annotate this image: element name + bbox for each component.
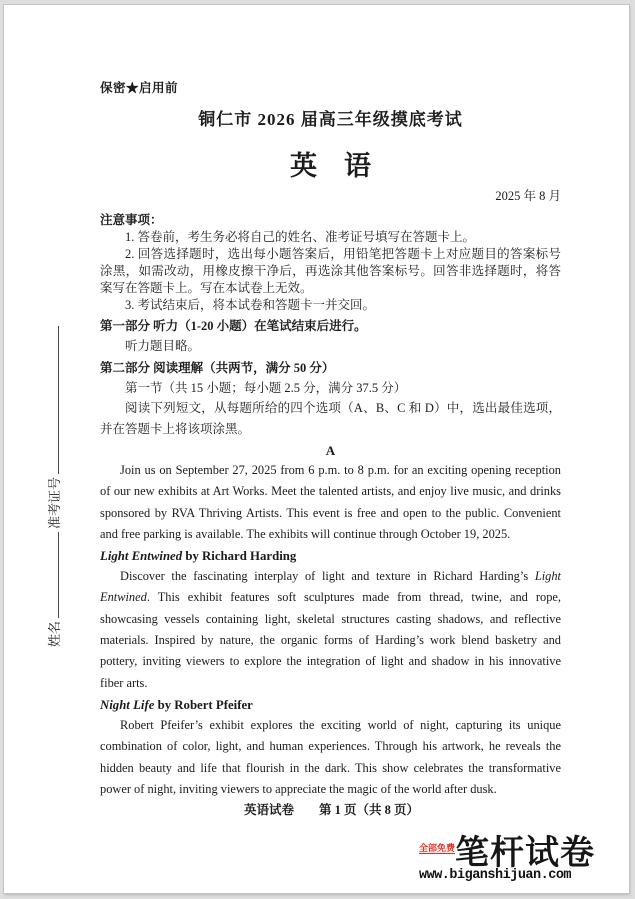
part2-heading: 第二部分 阅读理解（共两节，满分 50 分） — [100, 361, 335, 375]
security-notice: 保密★启用前 — [100, 81, 179, 95]
exhibit-list — [100, 546, 561, 800]
watermark-brand-row — [419, 833, 596, 872]
watermark-free-label: 全部免费 — [419, 843, 456, 853]
notice-heading: 注意事项： — [100, 213, 163, 227]
exam-date: 2025 年 8 月 — [495, 189, 561, 203]
watermark-url: www.biganshijuan.com — [419, 868, 572, 883]
exam-paper-page — [4, 5, 629, 893]
exhibit-byline: by Robert Pfeifer — [154, 697, 253, 712]
notice-item: 1. 答卷前，考生务必将自己的姓名、准考证号填写在答题卡上。 — [125, 230, 476, 244]
name-blank-line — [58, 532, 59, 618]
exhibit-body-segment: Robert Pfeifer’s exhibit explores the exciting world of night, capturing its unique combination of color, light, and human experiences. Through his artwork, he reveals the hidden beauty and life that flourish in the dark. This show celebrates the transformative power of night, inviting viewers to appreciate the magic of the world after dusk. — [100, 717, 561, 796]
part1-note: 听力题目略。 — [125, 339, 201, 353]
watermark — [419, 833, 596, 883]
exhibit-body-segment: . This exhibit features soft sculptures made from thread, twine, and rope, showcasing vessels containing light, skeletal structures casting shadows, and reflective materials. Inspired by nature, the organic forms of Harding’s work blend basketry and pottery, inviting viewers to explore the integration of light and shadow in his innovative fiber arts. — [100, 590, 561, 690]
exhibit-body — [100, 566, 561, 694]
exhibit-heading — [100, 546, 561, 566]
exhibit-byline: by Richard Harding — [182, 549, 297, 564]
exhibit-body — [100, 715, 561, 800]
admission-ticket-blank-line — [58, 326, 59, 474]
seal-line-labels — [46, 285, 64, 647]
watermark-brand: 笔杆试卷 — [455, 833, 596, 872]
footer-page-number: 第 1 页（共 8 页） — [319, 803, 420, 817]
exhibit-body-segment: Light Entwined — [100, 569, 561, 605]
exhibit-title: Night Life — [100, 697, 155, 712]
name-label: 姓名 — [47, 620, 62, 647]
page-footer — [94, 800, 569, 818]
admission-ticket-label: 准考证号 — [47, 476, 62, 529]
passage-label: A — [325, 443, 336, 458]
footer-paper-name: 英语试卷 — [243, 803, 294, 817]
notice-list — [100, 229, 561, 314]
subject-title: 英 语 — [290, 151, 371, 181]
part1-heading: 第一部分 听力（1-20 小题）在笔试结束后进行。 — [100, 319, 367, 333]
section1-heading: 第一节（共 15 小题；每小题 2.5 分，满分 37.5 分） — [125, 381, 407, 395]
section1-instruction: 阅读下列短文，从每题所给的四个选项（A、B、C 和 D）中，选出最佳选项，并在答题卡上将该项涂黑。 — [100, 401, 561, 436]
exhibit-body-segment: Discover the fascinating interplay of light and texture in Richard Harding’s — [120, 569, 535, 584]
exhibit-heading — [100, 695, 561, 715]
exhibit-title: Light Entwined — [100, 549, 183, 564]
passage-intro: Join us on September 27, 2025 from 6 p.m. to 8 p.m. for an exciting opening reception of our new exhibits at Art Works. Meet the talented artists, and enjoy live music, and drinks sponsored by RVA Thriving Artists. This event is free and open to the public. Convenient and free parking is available. The exhibits will continue through October 19, 2025. — [100, 463, 561, 541]
exam-title: 铜仁市 2026 届高三年级摸底考试 — [198, 110, 463, 129]
notice-item: 2. 回答选择题时，选出每小题答案后，用铅笔把答题卡上对应题目的答案标号涂黑，如需改动，用橡皮擦干净后，再选涂其他答案标号。回答非选择题时，将答案写在答题卡上。写在本试卷上无效。 — [100, 247, 561, 295]
page-content — [4, 5, 629, 800]
notice-item: 3. 考试结束后，将本试卷和答题卡一并交回。 — [125, 298, 376, 312]
